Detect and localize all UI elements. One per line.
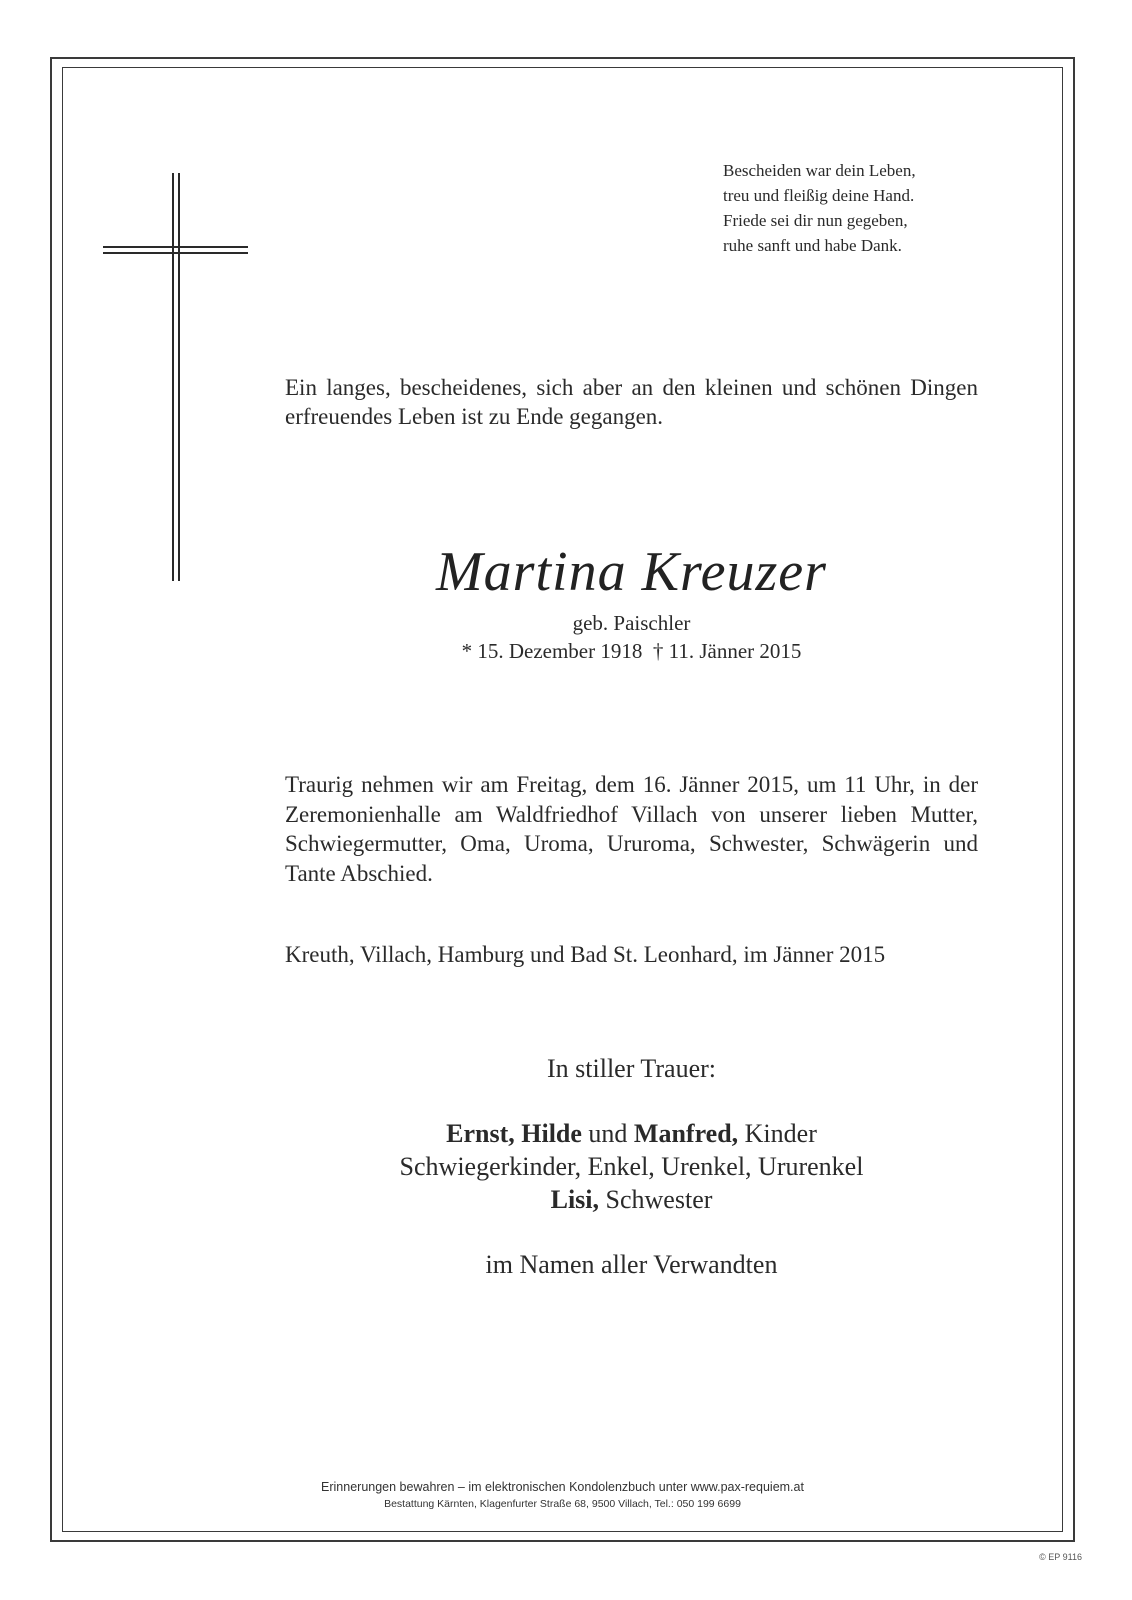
mourner-name: Lisi, [550, 1185, 600, 1214]
mourner-name: Hilde [521, 1119, 582, 1148]
cross-vertical-line-left [172, 173, 174, 581]
maiden-name: geb. Paischler [572, 611, 691, 635]
mourner-name: Manfred, [633, 1119, 739, 1148]
deceased-name: Martina Kreuzer [436, 541, 827, 603]
mourners-line-sister [285, 1183, 978, 1216]
cross-horizontal-line-bottom [103, 252, 248, 254]
cross-horizontal-line-top [103, 246, 248, 248]
relatives-line: im Namen aller Verwandten [485, 1250, 778, 1279]
life-dates [285, 638, 978, 664]
footer-address: Bestattung Kärnten, Klagenfurter Straße 68, 9500 Villach, Tel.: 050 199 6699 [384, 1498, 741, 1510]
mourners-line-children [285, 1117, 978, 1150]
print-code: © EP 9116 [1039, 1552, 1082, 1562]
mourners-line-grandchildren: Schwiegerkinder, Enkel, Urenkel, Ururenkel [399, 1152, 864, 1181]
poem-line: Friede sei dir nun gegeben, [723, 211, 908, 230]
funeral-text: Traurig nehmen wir am Freitag, dem 16. Jänner 2015, um 11 Uhr, in der Zeremonienhalle am Waldfriedhof Villach von unserer lieben Mutter, Schwiegermutter, Oma, Uroma, Ururoma, Schwester, Schwägerin und Tante Abschied. [285, 772, 978, 886]
life-dates-text: * 15. Dezember 1918 † 11. Jänner 2015 [461, 639, 802, 663]
mourner-name: Ernst, [446, 1119, 515, 1148]
poem-line: Bescheiden war dein Leben, [723, 161, 916, 180]
mourner-relation: Schwester [605, 1185, 713, 1214]
mourner-relation: Kinder [744, 1119, 817, 1148]
place-date: Kreuth, Villach, Hamburg und Bad St. Leonhard, im Jänner 2015 [285, 942, 886, 967]
poem [723, 158, 1023, 258]
intro-text: Ein langes, bescheidenes, sich aber an den kleinen und schönen Dingen erfreuendes Leben ist zu Ende gegangen. [285, 375, 978, 429]
footer-condolence: Erinnerungen bewahren – im elektronischen Kondolenzbuch unter www.pax-requiem.at [321, 1480, 804, 1494]
poem-line: treu und fleißig deine Hand. [723, 186, 915, 205]
mourning-heading: In stiller Trauer: [547, 1054, 716, 1083]
mourner-conjunction: und [588, 1119, 628, 1148]
cross-vertical-line-right [178, 173, 180, 581]
poem-line: ruhe sanft und habe Dank. [723, 236, 902, 255]
mourners [285, 1117, 978, 1216]
